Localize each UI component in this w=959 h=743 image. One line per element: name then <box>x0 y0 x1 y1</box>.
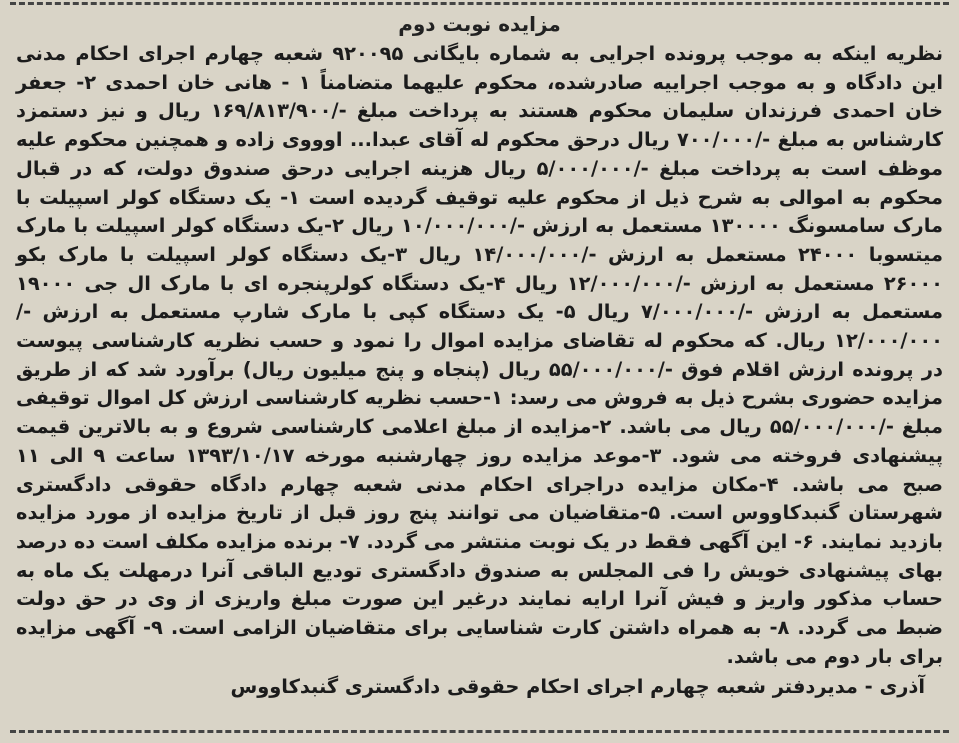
notice-signature: آذری - مدیردفتر شعبه چهارم اجرای احکام حقوقی دادگستری گنبدکاووس <box>230 675 925 699</box>
bottom-dashed-rule <box>10 730 949 733</box>
notice-body: نظریه اینکه به موجب پرونده اجرایی به شماره بایگانی ۹۲۰۰۹۵ شعبه چهارم اجرای احکام مدنی این دادگاه و به موجب اجراییه صادرشده، محکوم علیهما متضامناً ۱ - هانی خان احمدی ۲- جعفر خان احمدی فرزندان سلیمان محکوم هستند به پرداخت مبلغ -/۱۶۹/۸۱۳/۹۰۰ ریال و نیز دستمزد کارشناس به مبلغ -/۷۰۰/۰۰۰ ریال درحق محکوم له آقای عبدا... اوووی زاده و همچنین محکوم علیه موظف است به پرداخت مبلغ -/۵/۰۰۰/۰۰۰ ریال هزینه اجرایی درحق صندوق دولت، که در قبال محکوم به اموالی به شرح ذیل از محکوم علیه توقیف گردیده است ۱- یک دستگاه کولر اسپیلت با مارک سامسونگ ۱۳۰۰۰۰ مستعمل به ارزش -/۱۰/۰۰۰/۰۰۰ ریال ۲-یک دستگاه کولر اسپیلت با مارک میتسوبا ۲۴۰۰۰ مستعمل به ارزش -/۱۴/۰۰۰/۰۰۰ ریال ۳-یک دستگاه کولر اسپیلت با مارک بکو ۲۶۰۰۰ مستعمل به ارزش -/۱۲/۰۰۰/۰۰۰ ریال ۴-یک دستگاه کولرپنجره ای با مارک ال جی ۱۹۰۰۰ مستعمل به ارزش -/۷/۰۰۰/۰۰۰ ریال ۵- یک دستگاه کپی با مارک شارپ مستعمل به ارزش -/۱۲/۰۰۰/۰۰۰ ریال. که محکوم له تقاضای مزایده اموال را نمود و حسب نظریه کارشناسی پیوست در پرونده ارزش اقلام فوق -/۵۵/۰۰۰/۰۰۰ ریال (پنجاه و پنج میلیون ریال) برآورد شد که از طریق مزایده حضوری بشرح ذیل به فروش می رسد: ۱-حسب نظریه کارشناسی ارزش کل اموال توقیفی مبلغ -/۵۵/۰۰۰/۰۰۰ ریال می باشد. ۲-مزایده از مبلغ اعلامی کارشناسی شروع و به بالاترین قیمت پیشنهادی فروخته می شود. ۳-موعد مزایده روز چهارشنبه مورخه ۱۳۹۳/۱۰/۱۷ ساعت ۹ الی ۱۱ صبح می باشد. ۴-مکان مزایده دراجرای احکام مدنی شعبه چهارم دادگاه حقوقی دادگستری شهرستان گنبدکاووس است. ۵-متقاضیان می توانند پنج روز قبل از تاریخ مزایده از مورد مزایده بازدید نمایند. ۶- این آگهی فقط در یک نوبت منتشر می گردد. ۷- برنده مزایده مکلف است ده درصد بهای پیشنهادی خویش را فی المجلس به صندوق دادگستری تودیع الباقی آنرا درمهلت یک ماه به حساب مذکور واریز و فیش آنرا ارایه نمایند درغیر این صورت مبلغ واریزی از وی در حق دولت ضبط می گردد. ۸- به همراه داشتن کارت شناسایی برای متقاضیان الزامی است. ۹- آگهی مزایده برای بار دوم می باشد. <box>16 42 944 668</box>
notice-title: مزایده نوبت دوم <box>398 12 561 36</box>
top-dashed-rule <box>10 2 949 5</box>
